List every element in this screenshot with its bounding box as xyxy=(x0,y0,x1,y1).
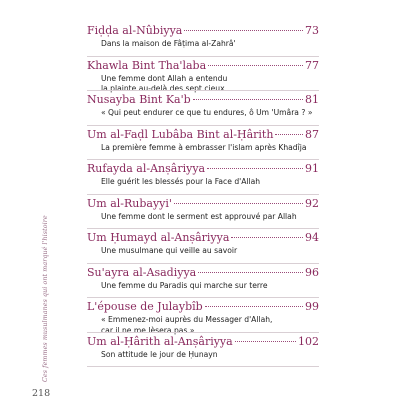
toc-entry-heading xyxy=(87,299,319,315)
dot-leader xyxy=(205,306,303,307)
toc-entry-heading xyxy=(87,334,319,350)
toc-entry xyxy=(87,196,319,231)
toc-entry-page-number: 87 xyxy=(305,127,319,141)
dot-leader xyxy=(174,203,303,204)
dot-leader xyxy=(275,134,303,135)
toc-entry-title: Nusayba Bint Ka'b xyxy=(87,93,191,107)
toc-entry-heading xyxy=(87,58,319,74)
toc-entry-subtitle: Une femme dont le serment est approuvé par Allah xyxy=(101,211,297,221)
toc-entry-heading xyxy=(87,230,319,246)
toc-entry-heading xyxy=(87,161,319,177)
toc-entry-page-number: 73 xyxy=(305,24,319,37)
toc-entry-subtitle: Elle guérit les blessés pour la Face d'Allah xyxy=(101,177,261,187)
toc-entry xyxy=(87,161,319,196)
toc-entry-title: Fiḍḍa al-Nûbiyya xyxy=(87,24,183,37)
toc-entry-subtitle: « Qui peut endurer ce que tu endures, ô Um 'Umâra ? » xyxy=(101,108,313,118)
toc-entry-heading xyxy=(87,23,319,39)
toc-entry-heading xyxy=(87,92,319,108)
toc-entry-title: Su'ayra al-Asadiyya xyxy=(87,265,197,279)
dot-leader xyxy=(231,237,303,238)
dot-leader xyxy=(184,30,303,31)
entry-divider xyxy=(87,159,319,160)
dot-leader xyxy=(207,168,303,169)
toc-entry-title: Um al-Faḍl Lubâba Bint al-Ḥârith xyxy=(87,127,274,141)
toc-entry-subtitle: Une femme du Paradis qui marche sur terre xyxy=(101,280,268,290)
toc-entry-title: Um Ḥumayd al-Anṣâriyya xyxy=(87,231,230,245)
toc-entry-page-number: 96 xyxy=(305,265,319,279)
toc-entry-title: Um al-Ḥârith al-Anṣâriyya xyxy=(87,334,233,348)
toc-entry-title: Um al-Rubayyi' xyxy=(87,196,172,210)
dot-leader xyxy=(193,99,303,100)
toc-entry-page-number: 92 xyxy=(305,196,319,210)
toc-entry-heading xyxy=(87,265,319,281)
entry-divider xyxy=(87,332,319,333)
toc-entry-page-number: 94 xyxy=(305,231,319,245)
toc-entry-page-number: 99 xyxy=(305,300,319,314)
toc-entry-subtitle: Son attitude le jour de Ḥunayn xyxy=(101,349,218,359)
toc-entry-heading xyxy=(87,127,319,143)
dot-leader xyxy=(235,341,296,342)
running-side-title: Ces femmes musulmanes qui ont marqué l'histoire xyxy=(42,215,49,382)
toc-entry-subtitle: « Emmenez-moi auprès du Messager d'Allah, car il ne me lèsera pas » xyxy=(101,315,273,335)
toc-entry xyxy=(87,230,319,265)
dot-leader xyxy=(198,272,303,273)
page-number: 218 xyxy=(32,388,51,399)
table-of-contents xyxy=(87,23,319,368)
toc-entry xyxy=(87,23,319,58)
dot-leader xyxy=(208,65,303,66)
entry-divider xyxy=(87,56,319,57)
entry-divider xyxy=(87,90,319,91)
entry-divider xyxy=(87,366,319,367)
entry-divider xyxy=(87,228,319,229)
toc-entry xyxy=(87,299,319,334)
toc-entry-title: Khawla Bint Tha'laba xyxy=(87,58,207,72)
entry-divider xyxy=(87,297,319,298)
toc-entry-page-number: 91 xyxy=(305,162,319,176)
toc-entry-heading xyxy=(87,196,319,212)
entry-divider xyxy=(87,125,319,126)
toc-entry-title: L'épouse de Julaybîb xyxy=(87,300,203,314)
toc-entry-subtitle: Une femme dont Allah a entendu la plainte au-delà des sept cieux xyxy=(101,73,228,93)
toc-entry xyxy=(87,127,319,162)
toc-entry xyxy=(87,92,319,127)
entry-divider xyxy=(87,194,319,195)
toc-entry-page-number: 81 xyxy=(305,93,319,107)
toc-entry-title: Rufayda al-Anṣâriyya xyxy=(87,162,206,176)
toc-entry xyxy=(87,58,319,93)
entry-divider xyxy=(87,263,319,264)
toc-entry-page-number: 102 xyxy=(298,334,319,348)
toc-entry xyxy=(87,334,319,369)
toc-entry-subtitle: Une musulmane qui veille au savoir xyxy=(101,246,238,256)
toc-entry xyxy=(87,265,319,300)
toc-entry-subtitle: Dans la maison de Fâṭima al-Zahrâ' xyxy=(101,39,236,48)
toc-entry-subtitle: La première femme à embrasser l'islam après Khadîja xyxy=(101,142,307,152)
toc-entry-page-number: 77 xyxy=(305,58,319,72)
